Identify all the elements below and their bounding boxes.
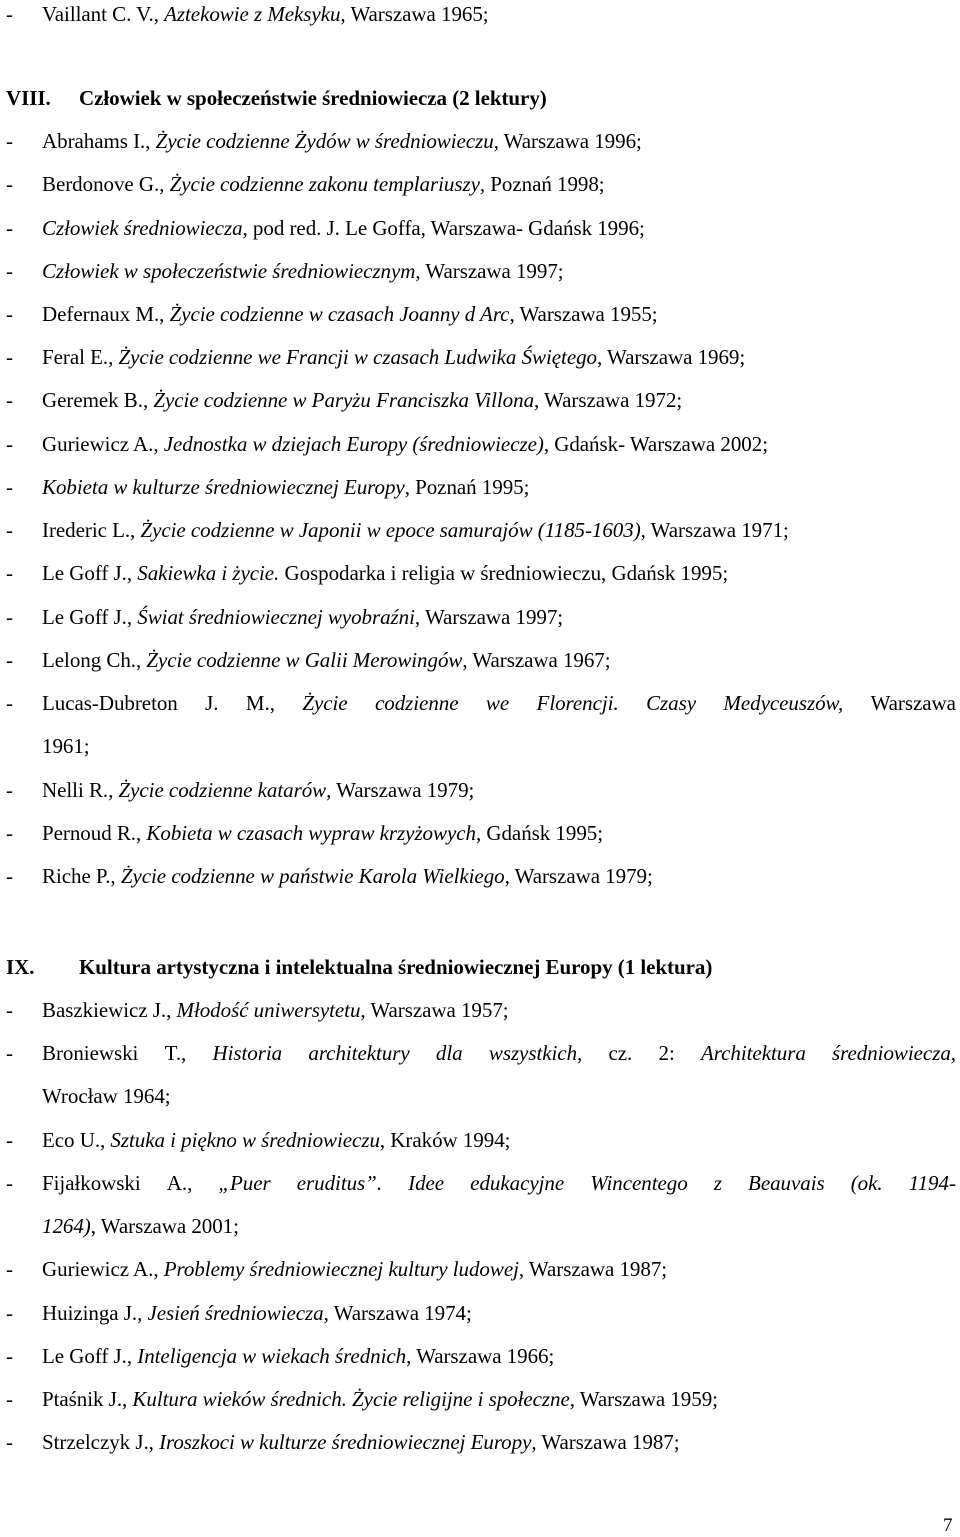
entry-rest: , Warszawa 1997; [414, 605, 564, 629]
entry-title: Kultura wieków średnich. Życie religijne i społeczne [132, 1387, 570, 1411]
entry-text [42, 644, 611, 676]
entry-rest: , Poznań 1998; [479, 172, 605, 196]
entry-title: Świat średniowiecznej wyobraźni [137, 605, 415, 629]
bibliography-entry [0, 384, 958, 416]
section-number: VIII. [6, 86, 51, 110]
entry-rest: , Warszawa 1966; [406, 1344, 555, 1368]
bibliography-entry [0, 168, 958, 200]
entry-rest: , Warszawa 1957; [360, 998, 509, 1022]
entry-title: Życie codzienne w Japonii w epoce samurajów (1185-1603) [140, 518, 641, 542]
bibliography-entry [0, 298, 958, 330]
entry-text [42, 774, 474, 806]
bibliography-entry [0, 687, 958, 719]
bibliography-entry [0, 1340, 958, 1372]
entry-text [42, 255, 564, 287]
entry-author: Riche P., [42, 864, 121, 888]
entry-word: Architektura [701, 1041, 806, 1065]
entry-word: 1194- [908, 1171, 956, 1195]
bibliography-entry [0, 471, 958, 503]
list-dash: - [6, 518, 13, 542]
entry-title: Jednostka w dziejach Europy (średniowiecze) [163, 432, 544, 456]
entry-title: Życie codzienne w państwie Karola Wielkiego [120, 864, 505, 888]
entry-author: Baszkiewicz J., [42, 998, 177, 1022]
entry-rest: , Gdańsk- Warszawa 2002; [543, 432, 768, 456]
entry-word: edukacyjne [470, 1171, 565, 1195]
entry-word: Lucas-Dubreton [42, 691, 178, 715]
entry-text [42, 601, 563, 633]
bibliography-entry [0, 0, 958, 30]
list-dash: - [6, 821, 13, 845]
entry-text [42, 994, 509, 1026]
entry-title: Iroszkoci w kulturze średniowiecznej Europy [159, 1430, 532, 1454]
entry-text [42, 1383, 718, 1415]
bibliography-entry [0, 1124, 958, 1156]
entry-rest: , Warszawa 1996; [493, 129, 642, 153]
entry-text [42, 384, 682, 416]
bibliography-entry [0, 1383, 958, 1415]
entry-continuation [0, 730, 958, 762]
entry-rest: , Warszawa 1955; [509, 302, 658, 326]
entry-rest: , pod red. J. Le Goffa, Warszawa- Gdańsk 1996; [242, 216, 645, 240]
list-dash: - [6, 388, 13, 412]
bibliography-entry [0, 255, 958, 287]
entry-rest: , Warszawa 1971; [640, 518, 789, 542]
bibliography-entry [0, 1037, 958, 1069]
bibliography-entry [0, 994, 958, 1026]
bibliography-entry [0, 557, 958, 589]
bibliography-entry [0, 817, 958, 849]
entry-author: Lelong Ch., [42, 648, 147, 672]
entry-word: Broniewski [42, 1041, 139, 1065]
entry-rest: Gospodarka i religia w średniowieczu, Gdańsk 1995; [279, 561, 729, 585]
entry-author: Nelli R., [42, 778, 119, 802]
entry-author: Vaillant C. V., [42, 2, 165, 26]
entry-author: Guriewicz A., [42, 1257, 164, 1281]
bibliography-entry [0, 341, 958, 373]
bibliography-entry [0, 601, 958, 633]
entry-word: Beauvais [748, 1171, 825, 1195]
entry-word: Czasy [646, 691, 697, 715]
bibliography-entry [0, 212, 958, 244]
entry-author: Le Goff J., [42, 1344, 138, 1368]
entry-word: Fijałkowski [42, 1171, 141, 1195]
entry-rest: , Warszawa 1979; [504, 864, 653, 888]
entry-text [42, 1426, 680, 1458]
list-dash: - [6, 1344, 13, 1368]
entry-word: Historia [212, 1041, 283, 1065]
entry-title: Człowiek średniowiecza [42, 216, 243, 240]
entry-rest: , Warszawa 1967; [462, 648, 611, 672]
list-dash: - [6, 1257, 13, 1281]
entry-rest: , Warszawa 1965; [340, 2, 489, 26]
entry-word: cz. [608, 1041, 633, 1065]
bibliography-entry [0, 1253, 958, 1285]
entry-word: Życie [302, 691, 348, 715]
entry-author: Irederic L., [42, 518, 141, 542]
bibliography-entry [0, 644, 958, 676]
entry-title: Kobieta w czasach wypraw krzyżowych [146, 821, 476, 845]
section-title: Kultura artystyczna i intelektualna średniowiecznej Europy (1 lektura) [79, 955, 713, 979]
entry-text [42, 0, 489, 30]
entry-word: Wincentego [590, 1171, 688, 1195]
entry-text-justified [42, 1167, 956, 1199]
entry-author: Ptaśnik J., [42, 1387, 133, 1411]
list-dash: - [6, 648, 13, 672]
entry-author: Pernoud R., [42, 821, 147, 845]
bibliography-entry [0, 1297, 958, 1329]
entry-text [42, 1124, 510, 1156]
entry-author: Feral E., [42, 345, 119, 369]
list-dash: - [6, 216, 13, 240]
entry-rest: , Warszawa 1974; [323, 1301, 472, 1325]
entry-title: Życie codzienne zakonu templariuszy [169, 172, 480, 196]
entry-rest: , Poznań 1995; [404, 475, 530, 499]
entry-text [42, 168, 605, 200]
entry-word: codzienne [374, 691, 459, 715]
entry-word: średniowiecza, [832, 1041, 956, 1065]
bibliography-entry [0, 125, 958, 157]
section-title: Człowiek w społeczeństwie średniowiecza (2 lektury) [79, 86, 547, 110]
entry-text [42, 471, 529, 503]
entry-text [42, 341, 745, 373]
entry-title: Problemy średniowiecznej kultury ludowej [163, 1257, 519, 1281]
entry-continuation [0, 1210, 958, 1242]
entry-title: Życie codzienne Żydów w średniowieczu [155, 129, 494, 153]
entry-word: Warszawa [870, 691, 956, 715]
entry-rest: , Warszawa 1959; [569, 1387, 718, 1411]
entry-text-justified [42, 687, 956, 719]
entry-rest: , Warszawa 1969; [597, 345, 746, 369]
list-dash: - [6, 605, 13, 629]
continuation-text: 1961; [42, 734, 90, 758]
entry-title: Kobieta w kulturze średniowiecznej Europy [42, 475, 405, 499]
entry-word: (ok. [850, 1171, 883, 1195]
entry-text [42, 125, 642, 157]
entry-word: A., [166, 1171, 193, 1195]
section-heading-ix [0, 951, 958, 983]
entry-text [42, 1253, 667, 1285]
entry-text-justified [42, 1037, 956, 1069]
entry-author: Eco U., [42, 1128, 111, 1152]
entry-text [42, 817, 603, 849]
list-dash: - [6, 2, 13, 26]
entry-title: Jesień średniowiecza [147, 1301, 324, 1325]
entry-title: Człowiek w społeczeństwie średniowiecznym [42, 259, 416, 283]
entry-title: Życie codzienne we Francji w czasach Ludwika Świętego [118, 345, 597, 369]
entry-text [42, 860, 653, 892]
entry-text [42, 428, 768, 460]
entry-text [42, 1297, 472, 1329]
continuation-text: Wrocław 1964; [42, 1084, 171, 1108]
list-dash: - [6, 1387, 13, 1411]
entry-word-mixed [723, 687, 843, 719]
list-dash: - [6, 998, 13, 1022]
entry-text [42, 557, 728, 589]
bibliography-entry [0, 1167, 958, 1199]
entry-word: M., [245, 691, 275, 715]
entry-title: Sakiewka i życie. [137, 561, 280, 585]
list-dash: - [6, 561, 13, 585]
list-dash: - [6, 1301, 13, 1325]
entry-rest: , Warszawa 1987; [531, 1430, 680, 1454]
continuation-text [42, 1210, 239, 1242]
entry-author: Guriewicz A., [42, 432, 164, 456]
list-dash: - [6, 1171, 13, 1195]
entry-title: 1264) [42, 1214, 91, 1238]
entry-word: dla [435, 1041, 463, 1065]
entry-word: z [713, 1171, 722, 1195]
list-dash: - [6, 691, 13, 715]
bibliography-entry [0, 774, 958, 806]
entry-word: wszystkich, [488, 1041, 583, 1065]
entry-author: Huizinga J., [42, 1301, 148, 1325]
list-dash: - [6, 302, 13, 326]
list-dash: - [6, 864, 13, 888]
list-dash: - [6, 259, 13, 283]
entry-word: J. [205, 691, 219, 715]
bibliography-entry [0, 514, 958, 546]
entry-word: „Puer [218, 1171, 271, 1195]
entry-title: Życie codzienne w czasach Joanny d Arc [169, 302, 510, 326]
bibliography-entry [0, 1426, 958, 1458]
page-number: 7 [943, 1515, 953, 1536]
entry-author: Geremek B., [42, 388, 154, 412]
entry-title: Życie codzienne katarów [118, 778, 327, 802]
entry-rest: , Warszawa 1997; [415, 259, 564, 283]
list-dash: - [6, 345, 13, 369]
entry-text [42, 1340, 554, 1372]
entry-author: Berdonove G., [42, 172, 170, 196]
entry-word: we [485, 691, 510, 715]
entry-title: Młodość uniwersytetu [176, 998, 361, 1022]
list-dash: - [6, 432, 13, 456]
entry-title: Życie codzienne w Paryżu Franciszka Villona [153, 388, 535, 412]
entry-rest: , Gdańsk 1995; [475, 821, 604, 845]
entry-author: Abrahams I., [42, 129, 156, 153]
entry-word: Idee [408, 1171, 445, 1195]
entry-title: Życie codzienne w Galii Merowingów [146, 648, 463, 672]
entry-rest: , Kraków 1994; [379, 1128, 511, 1152]
list-dash: - [6, 475, 13, 499]
entry-rest: , Warszawa 1979; [326, 778, 475, 802]
entry-text [42, 298, 658, 330]
entry-text [42, 514, 789, 546]
list-dash: - [6, 1430, 13, 1454]
list-dash: - [6, 1128, 13, 1152]
entry-word: 2: [658, 1041, 675, 1065]
entry-word: eruditus”. [296, 1171, 383, 1195]
entry-title: Inteligencja w wiekach średnich [137, 1344, 407, 1368]
list-dash: - [6, 778, 13, 802]
section-heading-viii [0, 82, 958, 114]
entry-author: Le Goff J., [42, 605, 138, 629]
entry-continuation [0, 1080, 958, 1112]
list-dash: - [6, 172, 13, 196]
entry-word: T., [164, 1041, 187, 1065]
entry-word: Florencji. [536, 691, 619, 715]
entry-author: Strzelczyk J., [42, 1430, 160, 1454]
bibliography-entry [0, 428, 958, 460]
entry-word: Medyceuszów, [723, 691, 844, 715]
entry-rest: , Warszawa 1987; [518, 1257, 668, 1281]
entry-author: Le Goff J., [42, 561, 138, 585]
entry-rest: , Warszawa 1972; [534, 388, 683, 412]
bibliography-entry [0, 860, 958, 892]
entry-word: architektury [308, 1041, 410, 1065]
section-number: IX. [6, 955, 35, 979]
list-dash: - [6, 129, 13, 153]
entry-title: Aztekowie z Meksyku [164, 2, 341, 26]
list-dash: - [6, 1041, 13, 1065]
entry-rest: , Warszawa 2001; [90, 1214, 239, 1238]
entry-author: Defernaux M., [42, 302, 170, 326]
entry-title: Sztuka i piękno w średniowieczu [110, 1128, 380, 1152]
entry-text [42, 212, 645, 244]
